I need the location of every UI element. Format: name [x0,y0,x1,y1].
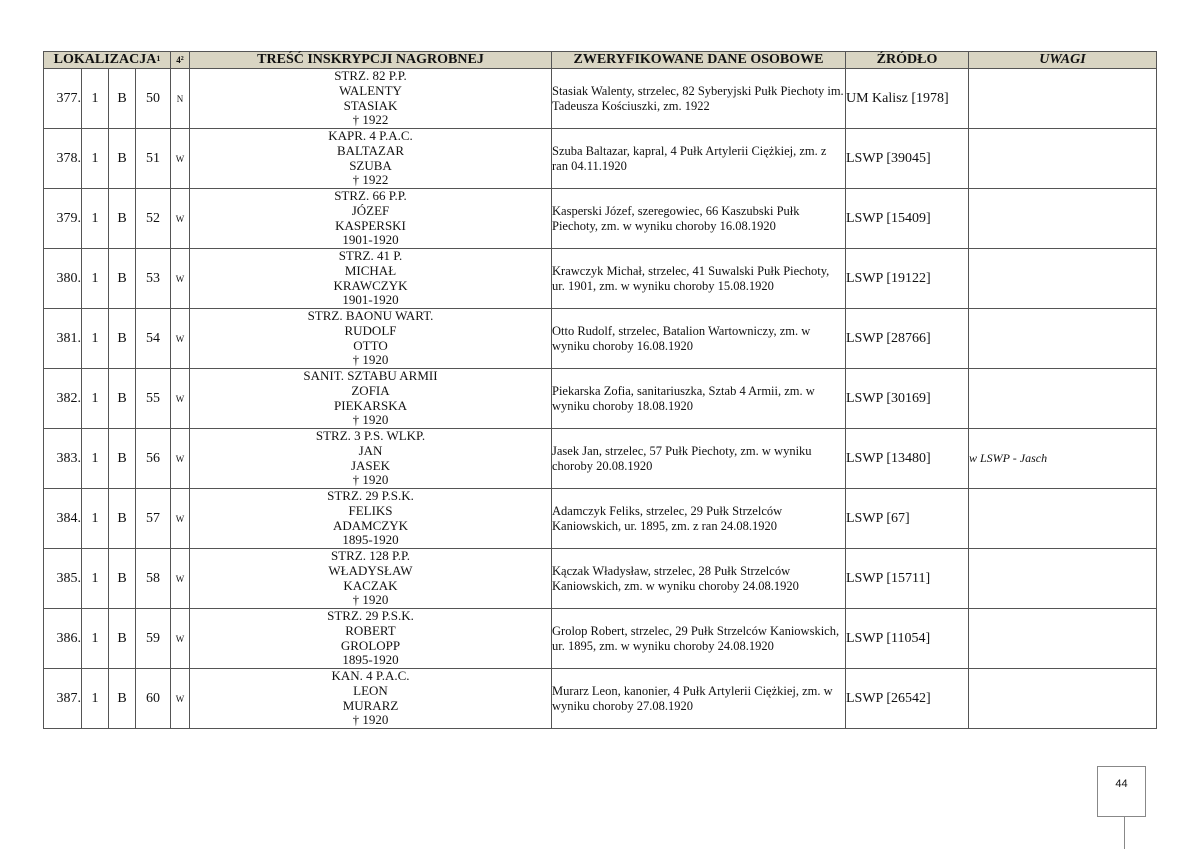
header-col4: $4^2$ [171,52,190,69]
inscription-line: 1901-1920 [342,292,399,308]
source-cell: LSWP [30169] [846,369,969,429]
location-2: B [109,69,136,129]
table-header-row [44,52,1157,69]
table-row [44,549,1157,609]
inscription-cell [190,429,552,489]
person-data: Szuba Baltazar, kapral, 4 Pułk Artylerii Ciężkiej, zm. z ran 04.11.1920 [552,129,846,189]
inscription-line: BALTAZAR [336,142,405,158]
location-2: B [109,369,136,429]
row-number: 378. [44,129,82,189]
row-number: 383. [44,429,82,489]
page-number: 44 [1115,778,1128,790]
row-number: 387. [44,669,82,729]
inscription-line: PIEKARSKA [334,397,407,413]
inscription-line: STRZ. 82 P.P. [334,68,407,84]
location-3: 51 [136,129,171,189]
table-row [44,129,1157,189]
person-data: Grolop Robert, strzelec, 29 Pułk Strzelców Kaniowskich, ur. 1895, zm. w wyniku choroby 24.08.1920 [552,609,846,669]
remark-cell [969,309,1157,369]
location-3: 57 [136,489,171,549]
table-row [44,609,1157,669]
inscription-line: GROLOPP [340,637,401,653]
inscription-line: † 1920 [352,352,389,368]
inscription-line: STRZ. 29 P.S.K. [327,488,414,504]
inscription-line: FELIKS [348,502,393,518]
inscription-line: † 1920 [352,592,389,608]
location-3: 58 [136,549,171,609]
source-cell: LSWP [28766] [846,309,969,369]
inscription-line: KACZAK [343,577,398,593]
page-number-box [1097,766,1146,817]
location-1: 1 [82,189,109,249]
location-4: W [171,249,190,309]
inscription-line: † 1920 [352,712,389,728]
inscription-line: STRZ. 3 P.S. WLKP. [315,428,426,444]
source-cell: LSWP [67] [846,489,969,549]
inscription-line: MURARZ [342,697,399,713]
inscription-line: KAN. 4 P.A.C. [331,668,410,684]
header-zrodlo: ŹRÓDŁO [846,52,969,69]
remark-cell [969,489,1157,549]
inscription-line: STASIAK [343,97,398,113]
source-cell: LSWP [15409] [846,189,969,249]
remark-cell: w LSWP - Jasch [969,429,1157,489]
inscription-line: 1895-1920 [342,652,399,668]
source-cell: LSWP [15711] [846,549,969,609]
location-2: B [109,129,136,189]
person-data: Piekarska Zofia, sanitariuszka, Sztab 4 Armii, zm. w wyniku choroby 18.08.1920 [552,369,846,429]
location-3: 59 [136,609,171,669]
table-row [44,249,1157,309]
table-row [44,369,1157,429]
location-4: W [171,669,190,729]
table-row [44,69,1157,129]
location-2: B [109,309,136,369]
location-2: B [109,669,136,729]
remark-cell [969,369,1157,429]
burial-register-table [43,51,1157,729]
location-4: W [171,489,190,549]
location-1: 1 [82,489,109,549]
row-number: 382. [44,369,82,429]
remark-cell [969,669,1157,729]
location-3: 54 [136,309,171,369]
table-row [44,429,1157,489]
row-number: 377. [44,69,82,129]
location-4: N [171,69,190,129]
inscription-cell [190,249,552,309]
row-number: 380. [44,249,82,309]
person-data: Murarz Leon, kanonier, 4 Pułk Artylerii Ciężkiej, zm. w wyniku choroby 27.08.1920 [552,669,846,729]
location-1: 1 [82,669,109,729]
location-4: W [171,609,190,669]
source-cell: LSWP [13480] [846,429,969,489]
location-3: 56 [136,429,171,489]
row-number: 384. [44,489,82,549]
person-data: Kasperski Józef, szeregowiec, 66 Kaszubski Pułk Piechoty, zm. w wyniku choroby 16.08.1920 [552,189,846,249]
inscription-cell [190,669,552,729]
source-cell: LSWP [19122] [846,249,969,309]
location-4: W [171,129,190,189]
inscription-cell [190,189,552,249]
table-row [44,489,1157,549]
location-3: 50 [136,69,171,129]
location-1: 1 [82,129,109,189]
location-2: B [109,189,136,249]
header-uwagi: UWAGI [969,52,1157,69]
remark-cell [969,249,1157,309]
location-1: 1 [82,69,109,129]
inscription-line: KASPERSKI [335,217,406,233]
inscription-cell [190,549,552,609]
header-lokalizacja: LOKALIZACJA$^1$ [44,52,171,69]
source-cell: LSWP [39045] [846,129,969,189]
inscription-cell [190,309,552,369]
inscription-line: STRZ. 66 P.P. [334,188,407,204]
inscription-line: † 1920 [352,412,389,428]
location-1: 1 [82,249,109,309]
location-2: B [109,429,136,489]
location-1: 1 [82,309,109,369]
inscription-line: JAN [358,442,383,458]
row-number: 381. [44,309,82,369]
inscription-line: JÓZEF [351,202,390,218]
inscription-line: ZOFIA [351,382,390,398]
inscription-line: ADAMCZYK [332,517,409,533]
inscription-line: STRZ. BAONU WART. [307,308,434,324]
page-number-line [1124,817,1125,849]
inscription-line: WŁADYSŁAW [328,562,413,578]
inscription-cell [190,489,552,549]
inscription-cell [190,129,552,189]
remark-cell [969,549,1157,609]
inscription-line: LEON [353,682,388,698]
source-cell: LSWP [26542] [846,669,969,729]
inscription-line: MICHAŁ [344,262,397,278]
row-number: 379. [44,189,82,249]
person-data: Krawczyk Michał, strzelec, 41 Suwalski Pułk Piechoty, ur. 1901, zm. w wyniku choroby 15.08.1920 [552,249,846,309]
location-2: B [109,549,136,609]
person-data: Otto Rudolf, strzelec, Batalion Wartowniczy, zm. w wyniku choroby 16.08.1920 [552,309,846,369]
inscription-cell [190,609,552,669]
table-row [44,189,1157,249]
inscription-line: SANIT. SZTABU ARMII [303,368,438,384]
person-data: Jasek Jan, strzelec, 57 Pułk Piechoty, zm. w wyniku choroby 20.08.1920 [552,429,846,489]
location-4: W [171,369,190,429]
source-cell: LSWP [11054] [846,609,969,669]
remark-cell [969,129,1157,189]
remark-cell [969,69,1157,129]
inscription-line: † 1922 [352,172,389,188]
table-body [44,69,1157,729]
inscription-line: RUDOLF [344,322,397,338]
location-4: W [171,429,190,489]
location-1: 1 [82,429,109,489]
location-2: B [109,609,136,669]
inscription-cell [190,69,552,129]
remark-cell [969,189,1157,249]
inscription-line: 1895-1920 [342,532,399,548]
inscription-line: † 1920 [352,472,389,488]
source-cell: UM Kalisz [1978] [846,69,969,129]
location-2: B [109,249,136,309]
person-data: Stasiak Walenty, strzelec, 82 Syberyjski Pułk Piechoty im. Tadeusza Kościuszki, zm. 1922 [552,69,846,129]
location-4: W [171,309,190,369]
inscription-line: OTTO [353,337,388,353]
location-3: 60 [136,669,171,729]
inscription-line: STRZ. 128 P.P. [330,548,411,564]
location-1: 1 [82,549,109,609]
inscription-cell [190,369,552,429]
header-dane: ZWERYFIKOWANE DANE OSOBOWE [552,52,846,69]
inscription-line: † 1922 [352,112,389,128]
location-2: B [109,489,136,549]
inscription-line: SZUBA [349,157,392,173]
inscription-line: WALENTY [339,82,402,98]
location-3: 55 [136,369,171,429]
location-4: W [171,189,190,249]
location-4: W [171,549,190,609]
inscription-line: ROBERT [345,622,396,638]
header-tresc: TREŚĆ INSKRYPCJI NAGROBNEJ [190,52,552,69]
location-1: 1 [82,369,109,429]
inscription-line: KRAWCZYK [333,277,408,293]
inscription-line: KAPR. 4 P.A.C. [328,128,413,144]
person-data: Kączak Władysław, strzelec, 28 Pułk Strzelców Kaniowskich, zm. w wyniku choroby 24.08.1920 [552,549,846,609]
location-3: 53 [136,249,171,309]
person-data: Adamczyk Feliks, strzelec, 29 Pułk Strzelców Kaniowskich, ur. 1895, zm. z ran 24.08.1920 [552,489,846,549]
table-row [44,669,1157,729]
row-number: 385. [44,549,82,609]
inscription-line: STRZ. 41 P. [338,248,403,264]
inscription-line: STRZ. 29 P.S.K. [327,608,414,624]
inscription-line: 1901-1920 [342,232,399,248]
table-row [44,309,1157,369]
remark-cell [969,609,1157,669]
location-1: 1 [82,609,109,669]
location-3: 52 [136,189,171,249]
row-number: 386. [44,609,82,669]
inscription-line: JASEK [350,457,390,473]
